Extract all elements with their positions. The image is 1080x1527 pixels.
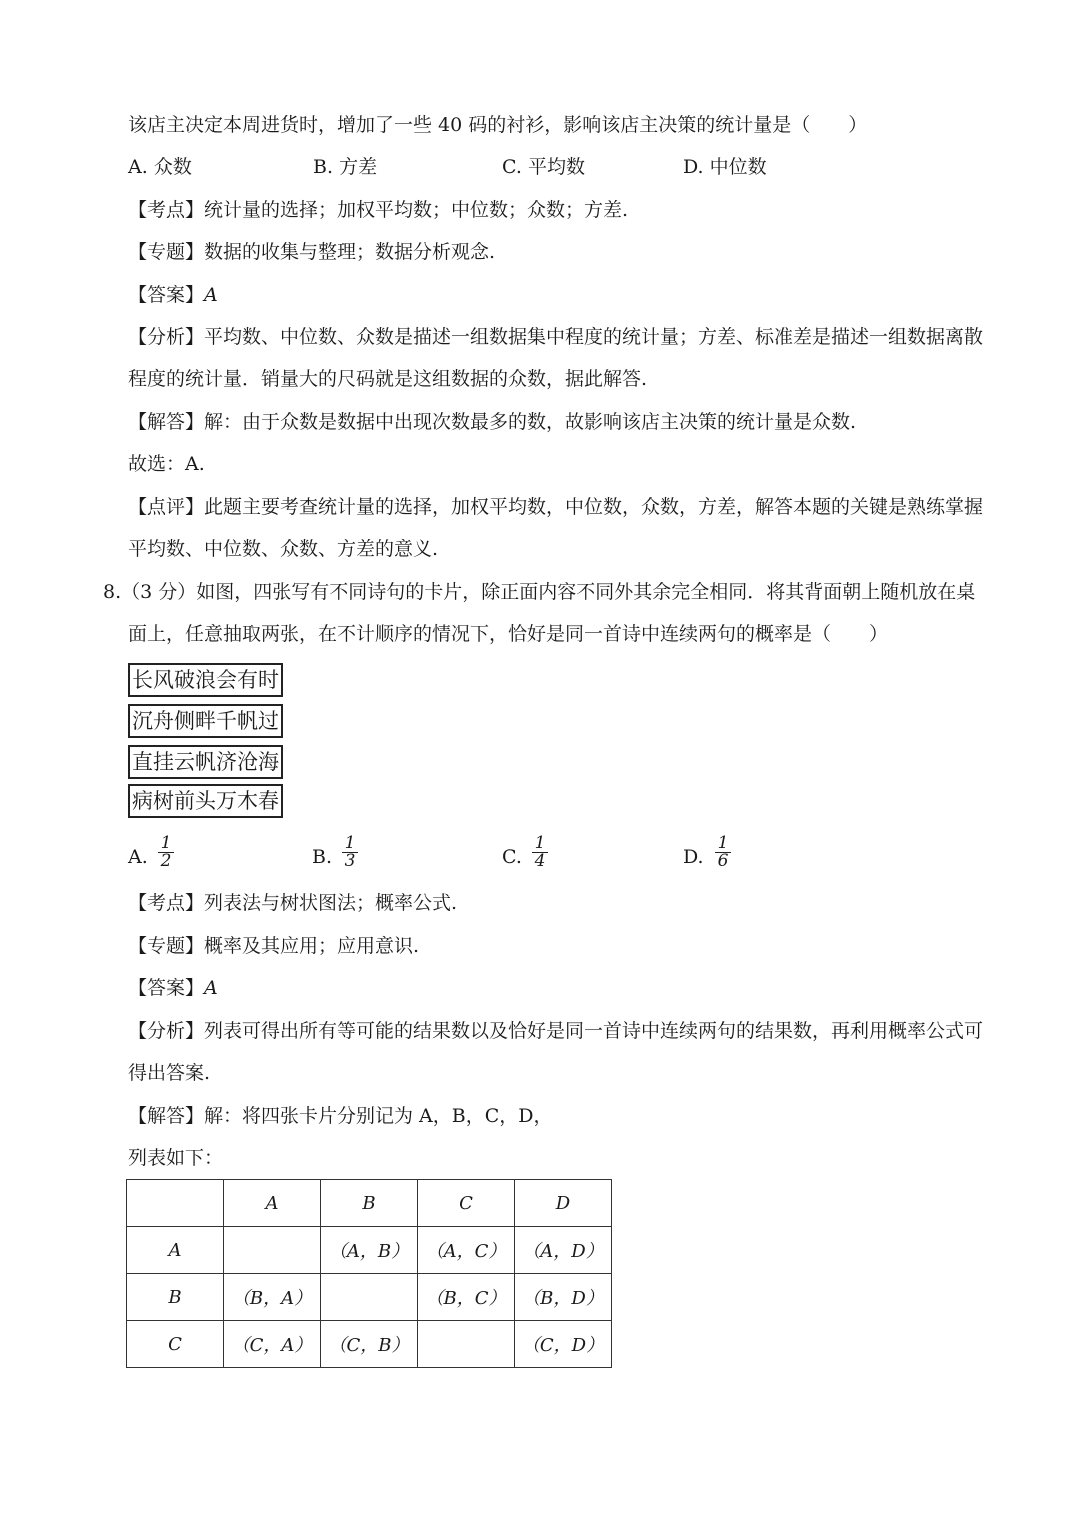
q7-option-b: B. 方差 [313, 156, 378, 178]
denominator: 4 [532, 852, 548, 870]
denominator: 3 [342, 852, 358, 870]
q8-answer [128, 976, 218, 1000]
q8-option-c-label: C. [502, 846, 522, 868]
numerator: 1 [344, 833, 356, 853]
table-row-header: C [127, 1321, 224, 1368]
q8-option-b-fraction [342, 835, 358, 870]
outcome-table [126, 1179, 612, 1368]
q8-fenxi-line1: 【分析】列表可得出所有等可能的结果数以及恰好是同一首诗中连续两句的结果数，再利用概率公式可 [128, 1020, 984, 1042]
poem-card-1: 长风破浪会有时 [128, 663, 283, 697]
table-row [127, 1227, 612, 1274]
table-header-cell: A [224, 1180, 321, 1227]
table-header-cell [127, 1180, 224, 1227]
q7-dianping-line1: 【点评】此题主要考查统计量的选择，加权平均数，中位数，众数，方差，解答本题的关键是熟练掌握 [128, 496, 984, 518]
poem-card-4: 病树前头万木春 [128, 784, 283, 818]
q7-fenxi-line1: 【分析】平均数、中位数、众数是描述一组数据集中程度的统计量；方差、标准差是描述一组数据离散 [128, 326, 984, 348]
table-cell: （A，C） [418, 1227, 515, 1274]
table-cell [321, 1274, 418, 1321]
q8-liebiao: 列表如下： [128, 1147, 224, 1169]
q7-fenxi-line2: 程度的统计量．销量大的尺码就是这组数据的众数，据此解答. [128, 368, 648, 390]
table-row-header: A [127, 1227, 224, 1274]
q8-option-a-label: A. [128, 846, 148, 868]
table-cell: （A，B） [321, 1227, 418, 1274]
q7-option-c: C. 平均数 [502, 156, 585, 178]
q8-stem-line2: 面上，任意抽取两张，在不计顺序的情况下，恰好是同一首诗中连续两句的概率是（ ） [128, 623, 889, 645]
q7-stem-tail: 该店主决定本周进货时，增加了一些 40 码的衬衫，影响该店主决策的统计量是（ ） [128, 114, 868, 136]
q8-zhuanti: 【专题】概率及其应用；应用意识. [128, 935, 420, 957]
q8-option-d-fraction [715, 835, 731, 870]
q8-fenxi-line2: 得出答案. [128, 1062, 211, 1084]
q7-zhuanti: 【专题】数据的收集与整理；数据分析观念. [128, 241, 496, 263]
answer-label: 【答案】 [128, 284, 205, 306]
poem-card-3: 直挂云帆济沧海 [128, 745, 283, 779]
q8-option-b-label: B. [312, 846, 333, 868]
table-cell: （B，C） [418, 1274, 515, 1321]
q8-option-a-fraction [158, 835, 174, 870]
table-cell: （B，D） [515, 1274, 612, 1321]
table-row [127, 1321, 612, 1368]
q7-answer [128, 283, 218, 307]
poem-card-2: 沉舟侧畔千帆过 [128, 704, 283, 738]
q7-option-a: A. 众数 [128, 156, 192, 178]
table-cell: （B，A） [224, 1274, 321, 1321]
q8-stem-line1: 8.（3 分）如图，四张写有不同诗句的卡片，除正面内容不同外其余完全相同．将其背面朝上随机放在桌 [103, 581, 976, 603]
table-header-row [127, 1180, 612, 1227]
table-cell: （C，D） [515, 1321, 612, 1368]
q7-guxuan: 故选：A. [128, 453, 205, 475]
denominator: 2 [158, 852, 174, 870]
denominator: 6 [715, 852, 731, 870]
q7-dianping-line2: 平均数、中位数、众数、方差的意义. [128, 538, 439, 560]
numerator: 1 [160, 833, 172, 853]
table-cell: （A，D） [515, 1227, 612, 1274]
q8-kaodian: 【考点】列表法与树状图法；概率公式. [128, 892, 458, 914]
table-cell [224, 1227, 321, 1274]
answer-value: A [204, 977, 218, 999]
q8-jieda: 【解答】解：将四张卡片分别记为 A，B，C，D， [128, 1105, 553, 1127]
table-header-cell: C [418, 1180, 515, 1227]
table-cell [418, 1321, 515, 1368]
numerator: 1 [534, 833, 546, 853]
q7-kaodian: 【考点】统计量的选择；加权平均数；中位数；众数；方差. [128, 199, 629, 221]
table-cell: （C，A） [224, 1321, 321, 1368]
answer-value: A [204, 284, 218, 306]
answer-label: 【答案】 [128, 977, 205, 999]
table-header-cell: B [321, 1180, 418, 1227]
q8-option-d-label: D. [683, 846, 704, 868]
q7-jieda: 【解答】解：由于众数是数据中出现次数最多的数，故影响该店主决策的统计量是众数. [128, 411, 857, 433]
table-row-header: B [127, 1274, 224, 1321]
numerator: 1 [717, 833, 729, 853]
table-row [127, 1274, 612, 1321]
q8-option-c-fraction [532, 835, 548, 870]
table-cell: （C，B） [321, 1321, 418, 1368]
table-header-cell: D [515, 1180, 612, 1227]
q7-option-d: D. 中位数 [683, 156, 767, 178]
